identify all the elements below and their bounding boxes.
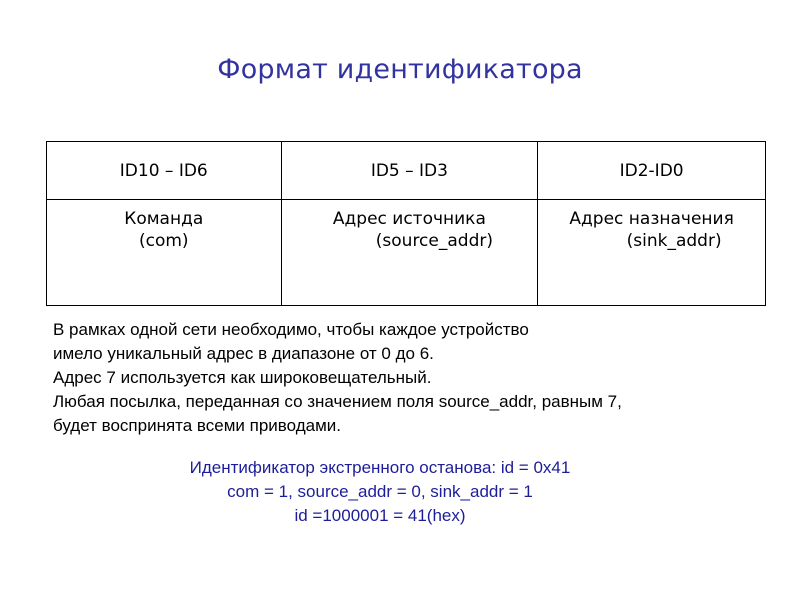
table-header-cell: ID10 – ID6 <box>47 142 282 200</box>
paragraph-line: Любая посылка, переданная со значением поля source_addr, равным 7, <box>53 392 622 411</box>
table-header-cell: ID5 – ID3 <box>281 142 538 200</box>
table-cell-command <box>47 200 282 306</box>
example-line: com = 1, source_addr = 0, sink_addr = 1 <box>227 482 533 501</box>
example-line: Идентификатор экстренного останова: id = 0x41 <box>189 458 571 477</box>
table-cell-source <box>281 200 538 306</box>
table-header-row <box>47 142 766 200</box>
table-header-cell: ID2-ID0 <box>538 142 766 200</box>
identifier-format-table <box>46 141 766 306</box>
cell-code: (com) <box>138 231 189 251</box>
cell-label: Адрес назначения <box>569 209 734 229</box>
description-paragraph <box>53 318 773 438</box>
cell-code: (sink_addr) <box>626 231 722 251</box>
paragraph-line: В рамках одной сети необходимо, чтобы каждое устройство <box>53 320 529 339</box>
cell-label: Команда <box>124 209 204 229</box>
table-cell-sink <box>538 200 766 306</box>
emergency-stop-example <box>0 456 760 528</box>
paragraph-line: Адрес 7 используется как широковещательный. <box>53 368 432 387</box>
cell-code: (source_addr) <box>375 231 493 251</box>
paragraph-line: будет воспринята всеми приводами. <box>53 416 341 435</box>
page-title: Формат идентификатора <box>217 54 583 85</box>
table-row <box>47 200 766 306</box>
paragraph-line: имело уникальный адрес в диапазоне от 0 до 6. <box>53 344 434 363</box>
example-line: id =1000001 = 41(hex) <box>294 506 466 525</box>
cell-label: Адрес источника <box>332 209 486 229</box>
